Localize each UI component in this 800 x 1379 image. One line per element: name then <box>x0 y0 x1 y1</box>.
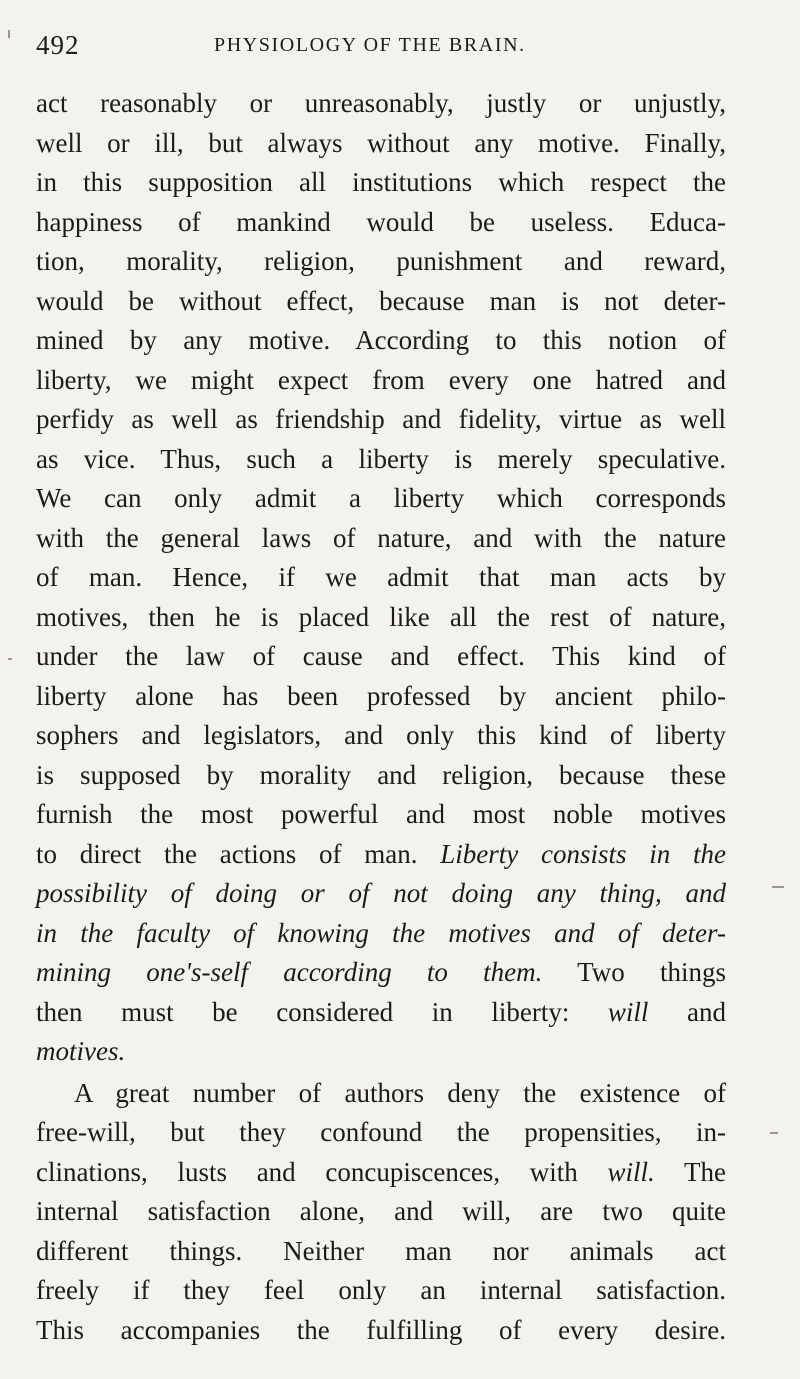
page-number: 492 <box>36 30 80 60</box>
text-line: free-will, but they confound the propensities, in- <box>36 1117 726 1147</box>
text-line: perfidy as well as friendship and fidelity, virtue as well <box>36 404 726 434</box>
text-line: mined by any motive. According to this notion of <box>36 325 726 355</box>
text-line: We can only admit a liberty which corresponds <box>36 483 726 513</box>
text-line: as vice. Thus, such a liberty is merely speculative. <box>36 443 726 474</box>
text-line: furnish the most powerful and most noble motives <box>36 799 726 829</box>
page-speck <box>772 886 784 888</box>
text-line: in this supposition all institutions which respect the <box>36 167 726 197</box>
text-line: in the faculty of knowing the motives and of deter- <box>36 917 726 948</box>
text-line: This accompanies the fulfilling of every desire. <box>36 1314 726 1345</box>
text-line <box>36 993 726 1033</box>
text-line: tion, morality, religion, punishment and reward, <box>36 246 726 276</box>
text-line: internal satisfaction alone, and will, are two quite <box>36 1196 726 1226</box>
text-run: and <box>687 996 727 1027</box>
text-run: Two things <box>577 957 726 987</box>
text-line: liberty alone has been professed by ancient philo- <box>36 680 726 711</box>
page-header <box>36 30 726 64</box>
text-run: clinations, lusts and concupiscences, with <box>36 1156 578 1187</box>
text-line: of man. Hence, if we admit that man acts by <box>36 562 726 592</box>
text-line: possibility of doing or of not doing any thing, and <box>36 878 726 908</box>
text-line: motives. <box>36 1036 126 1066</box>
text-line: happiness of mankind would be useless. Educa- <box>36 206 726 237</box>
page-speck <box>770 1132 778 1134</box>
italic-run: will. <box>607 1156 655 1187</box>
text-run: to direct the actions of man. <box>36 838 418 869</box>
text-run: The <box>684 1156 727 1187</box>
body-text <box>36 84 726 1350</box>
text-line: different things. Neither man nor animals act <box>36 1235 726 1266</box>
text-line: sophers and legislators, and only this kind of liberty <box>36 720 726 750</box>
italic-run: mining one's-self according to them. <box>36 957 543 987</box>
text-line: well or ill, but always without any motive. Finally, <box>36 127 726 158</box>
text-line: liberty, we might expect from every one hatred and <box>36 364 726 395</box>
text-line <box>36 835 726 875</box>
text-run: then must be considered in liberty: <box>36 996 570 1027</box>
text-line: motives, then he is placed like all the rest of nature, <box>36 601 726 632</box>
text-line <box>36 953 726 993</box>
text-line: with the general laws of nature, and with the nature <box>36 522 726 553</box>
page-speck <box>8 30 10 38</box>
text-line: under the law of cause and effect. This kind of <box>36 641 726 671</box>
text-line: is supposed by morality and religion, because these <box>36 759 726 790</box>
paragraph-first-line: A great number of authors deny the existence of <box>74 1077 726 1108</box>
page-speck <box>8 658 12 660</box>
running-head: PHYSIOLOGY OF THE BRAIN. <box>214 34 526 56</box>
text-line <box>36 1153 726 1193</box>
text-line: act reasonably or unreasonably, justly or unjustly, <box>36 88 726 118</box>
text-line: would be without effect, because man is not deter- <box>36 285 726 316</box>
italic-run: will <box>607 996 649 1027</box>
italic-run: Liberty consists in the <box>440 838 727 869</box>
text-line: freely if they feel only an internal satisfaction. <box>36 1275 726 1305</box>
